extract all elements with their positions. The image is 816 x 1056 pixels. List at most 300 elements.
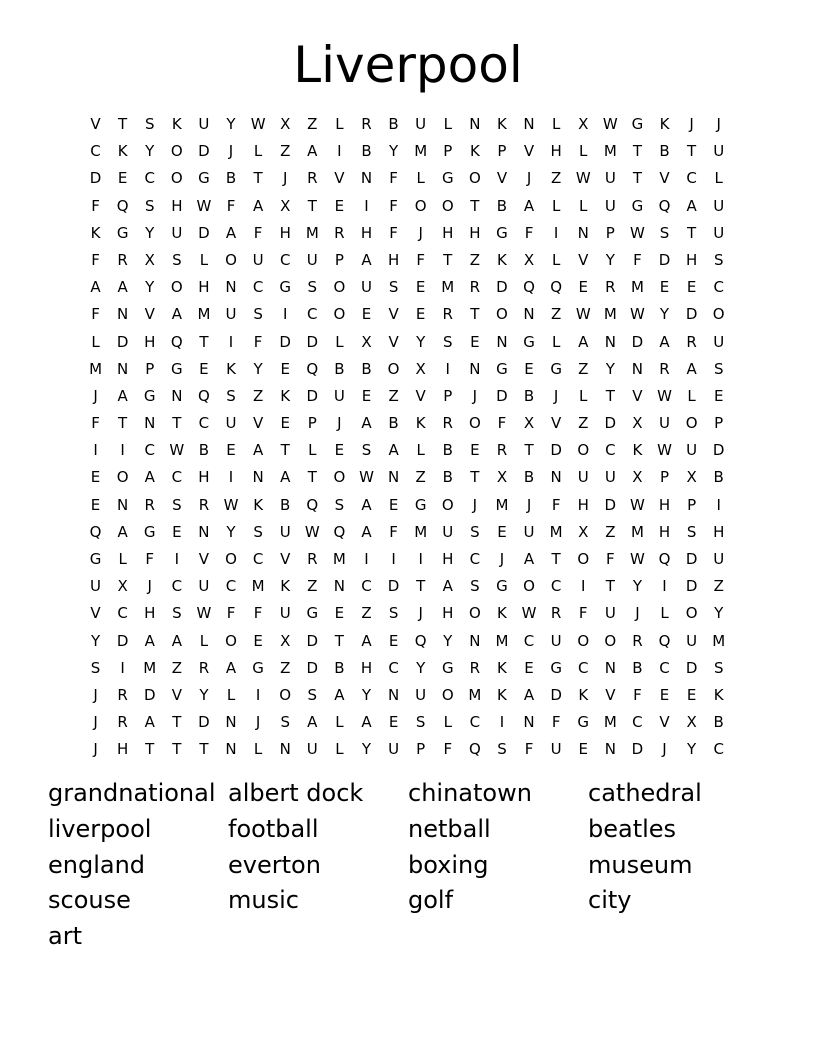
- grid-letter: U: [198, 577, 210, 596]
- grid-letter: X: [280, 631, 291, 650]
- grid-letter: E: [280, 414, 290, 433]
- grid-letter: A: [578, 332, 589, 351]
- grid-letter: R: [496, 441, 508, 460]
- grid-letter: N: [279, 740, 291, 759]
- grid-letter: K: [117, 142, 128, 161]
- grid-letter: M: [468, 685, 482, 704]
- grid-letter: N: [387, 468, 400, 487]
- grid-letter: A: [90, 278, 101, 297]
- grid-letter: X: [578, 115, 589, 133]
- word-list-item: netball: [408, 814, 491, 843]
- grid-letter: I: [364, 550, 369, 568]
- grid-letter: H: [442, 223, 454, 242]
- grid-letter: E: [578, 278, 588, 297]
- grid-letter: A: [171, 305, 182, 324]
- grid-letter: D: [116, 332, 129, 351]
- grid-letter: C: [307, 305, 318, 324]
- grid-letter: V: [171, 685, 182, 704]
- grid-letter: C: [577, 658, 589, 677]
- grid-letter: S: [226, 386, 236, 405]
- grid-letter: K: [497, 685, 507, 704]
- grid-letter: V: [551, 414, 562, 433]
- grid-row: [82, 220, 734, 247]
- grid-letter: N: [225, 713, 237, 732]
- grid-letter: I: [228, 468, 234, 487]
- grid-letter: J: [526, 495, 532, 514]
- grid-letter: U: [550, 740, 562, 759]
- grid-letter: D: [496, 278, 508, 297]
- grid-letter: C: [361, 577, 372, 596]
- grid-letter: O: [414, 196, 427, 215]
- grid-letter: M: [495, 495, 509, 514]
- grid-letter: U: [550, 631, 562, 650]
- grid-letter: O: [441, 196, 454, 215]
- grid-letter: X: [117, 577, 128, 596]
- grid-letter: G: [441, 169, 454, 188]
- grid-letter: O: [468, 169, 481, 188]
- grid-letter: T: [632, 142, 642, 161]
- grid-letter: E: [415, 305, 426, 324]
- grid-letter: I: [391, 550, 396, 568]
- grid-letter: Y: [199, 685, 209, 704]
- grid-letter: X: [280, 196, 291, 215]
- grid-letter: T: [118, 115, 128, 133]
- grid-letter: I: [445, 359, 450, 378]
- grid-letter: H: [144, 604, 156, 623]
- grid-letter: O: [225, 631, 237, 650]
- grid-letter: O: [496, 305, 508, 324]
- grid-letter: D: [658, 250, 671, 269]
- grid-letter: F: [606, 550, 615, 568]
- grid-row: [82, 736, 734, 763]
- grid-letter: H: [171, 196, 183, 215]
- grid-letter: N: [496, 332, 508, 351]
- grid-letter: S: [172, 250, 182, 269]
- grid-letter: F: [91, 305, 100, 324]
- grid-letter: W: [575, 169, 591, 188]
- grid-letter: K: [253, 495, 264, 514]
- grid-row: [82, 247, 734, 274]
- grid-letter: S: [388, 278, 399, 297]
- grid-row: [82, 519, 734, 546]
- grid-letter: J: [255, 713, 261, 732]
- grid-letter: L: [199, 631, 209, 650]
- grid-letter: C: [252, 550, 264, 568]
- grid-letter: S: [497, 740, 507, 759]
- grid-letter: S: [307, 278, 318, 297]
- grid-letter: X: [415, 359, 426, 378]
- grid-letter: Y: [416, 332, 426, 351]
- grid-letter: A: [686, 359, 697, 378]
- grid-letter: N: [469, 359, 481, 378]
- grid-letter: N: [225, 740, 237, 759]
- grid-letter: R: [198, 658, 210, 677]
- grid-letter: E: [659, 685, 670, 704]
- grid-letter: R: [117, 685, 128, 704]
- grid-letter: W: [657, 441, 672, 460]
- grid-letter: A: [334, 685, 345, 704]
- grid-letter: E: [280, 359, 290, 378]
- page-title: Liverpool: [293, 36, 523, 94]
- grid-letter: R: [686, 332, 697, 351]
- grid-letter: S: [659, 223, 670, 242]
- grid-letter: C: [144, 441, 155, 460]
- grid-letter: R: [632, 631, 643, 650]
- grid-letter: J: [418, 223, 423, 242]
- grid-letter: N: [604, 658, 616, 677]
- grid-letter: Z: [578, 414, 589, 433]
- grid-letter: E: [361, 386, 372, 405]
- grid-letter: C: [388, 658, 399, 677]
- grid-letter: T: [334, 631, 344, 650]
- grid-letter: W: [630, 223, 645, 242]
- grid-row: [82, 301, 734, 328]
- grid-letter: C: [171, 577, 183, 596]
- grid-letter: T: [470, 305, 480, 324]
- grid-letter: R: [605, 278, 616, 297]
- grid-letter: S: [334, 495, 345, 514]
- grid-letter: Y: [605, 359, 615, 378]
- grid-letter: Z: [280, 658, 291, 677]
- grid-letter: C: [713, 278, 724, 297]
- grid-letter: G: [550, 658, 562, 677]
- grid-letter: O: [712, 305, 725, 324]
- grid-letter: D: [89, 169, 102, 188]
- grid-letter: J: [526, 169, 532, 188]
- grid-letter: T: [687, 142, 697, 161]
- grid-letter: U: [713, 223, 725, 242]
- grid-letter: L: [551, 196, 561, 215]
- grid-letter: N: [333, 577, 345, 596]
- grid-letter: E: [117, 169, 128, 188]
- grid-letter: P: [497, 142, 507, 161]
- grid-row: [82, 437, 734, 464]
- grid-letter: K: [659, 115, 670, 133]
- grid-letter: C: [550, 577, 562, 596]
- grid-letter: H: [658, 495, 671, 514]
- grid-letter: S: [713, 658, 724, 677]
- grid-row: [82, 709, 734, 736]
- grid-letter: J: [93, 713, 98, 732]
- grid-letter: A: [659, 332, 670, 351]
- grid-letter: O: [523, 577, 535, 596]
- grid-letter: B: [361, 142, 372, 161]
- grid-letter: I: [228, 332, 234, 351]
- letter-grid: [82, 111, 734, 764]
- grid-letter: D: [712, 441, 725, 460]
- grid-letter: H: [387, 250, 400, 269]
- grid-letter: B: [713, 468, 724, 487]
- grid-letter: T: [307, 196, 317, 215]
- grid-letter: N: [469, 115, 481, 133]
- grid-letter: N: [469, 631, 481, 650]
- grid-letter: E: [226, 441, 236, 460]
- grid-letter: B: [496, 196, 508, 215]
- grid-letter: A: [144, 631, 155, 650]
- grid-letter: D: [306, 658, 319, 677]
- grid-letter: F: [497, 414, 507, 433]
- grid-letter: Q: [523, 278, 535, 297]
- grid-letter: Q: [414, 631, 427, 650]
- grid-letter: J: [418, 604, 423, 623]
- grid-letter: A: [361, 631, 372, 650]
- grid-letter: D: [631, 740, 644, 759]
- grid-row: [82, 111, 734, 138]
- grid-letter: F: [416, 250, 425, 269]
- grid-letter: T: [605, 577, 615, 596]
- grid-letter: M: [89, 359, 103, 378]
- word-list-item: everton: [228, 850, 321, 879]
- grid-letter: O: [577, 441, 590, 460]
- grid-letter: U: [713, 142, 725, 161]
- grid-letter: O: [279, 685, 292, 704]
- grid-letter: R: [198, 495, 210, 514]
- grid-letter: H: [658, 522, 671, 541]
- grid-letter: X: [523, 414, 535, 433]
- grid-letter: F: [226, 196, 236, 215]
- grid-letter: U: [713, 550, 725, 568]
- grid-letter: I: [120, 658, 125, 677]
- grid-letter: B: [523, 468, 535, 487]
- grid-letter: H: [117, 740, 129, 759]
- grid-letter: R: [469, 278, 481, 297]
- grid-letter: U: [523, 522, 535, 541]
- grid-letter: V: [90, 604, 101, 623]
- grid-letter: J: [93, 386, 98, 405]
- grid-letter: B: [388, 414, 399, 433]
- grid-letter: X: [632, 468, 643, 487]
- grid-letter: L: [253, 142, 263, 161]
- grid-letter: H: [685, 250, 698, 269]
- grid-letter: D: [198, 223, 210, 242]
- grid-letter: I: [174, 550, 180, 568]
- grid-letter: D: [550, 685, 562, 704]
- grid-letter: W: [630, 495, 645, 514]
- grid-letter: Y: [605, 250, 615, 269]
- grid-letter: G: [116, 223, 129, 242]
- grid-letter: L: [91, 332, 100, 351]
- grid-letter: F: [578, 604, 588, 623]
- grid-row: [82, 165, 734, 192]
- grid-letter: X: [523, 250, 535, 269]
- grid-letter: M: [414, 522, 428, 541]
- grid-letter: U: [306, 740, 318, 759]
- grid-letter: M: [305, 223, 319, 242]
- grid-letter: Z: [361, 604, 372, 623]
- grid-letter: Y: [361, 685, 372, 704]
- grid-letter: K: [632, 441, 643, 460]
- grid-letter: Z: [578, 359, 589, 378]
- grid-letter: G: [171, 359, 183, 378]
- grid-letter: U: [171, 223, 183, 242]
- grid-letter: P: [307, 414, 317, 433]
- grid-letter: J: [499, 550, 505, 568]
- grid-letter: R: [117, 250, 128, 269]
- grid-letter: G: [523, 332, 535, 351]
- grid-letter: M: [441, 278, 455, 297]
- grid-letter: E: [388, 713, 399, 732]
- grid-letter: O: [170, 169, 183, 188]
- grid-letter: O: [577, 631, 590, 650]
- grid-letter: V: [632, 386, 643, 405]
- grid-letter: B: [225, 169, 237, 188]
- grid-letter: Q: [89, 522, 102, 541]
- grid-letter: Q: [116, 196, 129, 215]
- grid-letter: L: [118, 550, 127, 568]
- grid-letter: O: [468, 604, 481, 623]
- grid-letter: O: [170, 142, 183, 161]
- grid-letter: Z: [605, 522, 616, 541]
- grid-letter: D: [198, 142, 210, 161]
- grid-letter: C: [252, 278, 264, 297]
- grid-letter: T: [632, 169, 642, 188]
- grid-letter: Q: [306, 359, 319, 378]
- grid-letter: A: [361, 713, 372, 732]
- grid-letter: T: [416, 577, 426, 596]
- grid-letter: D: [198, 713, 210, 732]
- grid-letter: T: [280, 441, 290, 460]
- grid-letter: N: [523, 305, 535, 324]
- grid-letter: A: [307, 713, 318, 732]
- grid-letter: M: [251, 577, 265, 596]
- grid-letter: W: [196, 196, 212, 215]
- grid-letter: Y: [659, 305, 670, 324]
- grid-letter: R: [117, 713, 128, 732]
- grid-letter: S: [307, 685, 318, 704]
- grid-letter: C: [632, 713, 643, 732]
- grid-letter: K: [497, 658, 507, 677]
- word-list-item: city: [588, 886, 632, 915]
- word-list-item: cathedral: [588, 779, 702, 807]
- grid-letter: V: [280, 550, 291, 568]
- grid-letter: Q: [550, 278, 563, 297]
- grid-letter: L: [443, 713, 452, 732]
- grid-letter: W: [250, 115, 266, 133]
- grid-letter: C: [713, 740, 724, 759]
- grid-letter: H: [144, 332, 156, 351]
- grid-letter: D: [685, 305, 698, 324]
- grid-letter: C: [198, 414, 210, 433]
- grid-letter: F: [524, 740, 534, 759]
- grid-letter: E: [686, 278, 697, 297]
- grid-letter: F: [91, 196, 100, 215]
- grid-letter: Y: [361, 740, 372, 759]
- grid-letter: S: [90, 658, 101, 677]
- grid-letter: U: [604, 468, 616, 487]
- grid-letter: D: [387, 577, 400, 596]
- grid-letter: N: [360, 169, 373, 188]
- grid-letter: H: [442, 550, 454, 568]
- grid-letter: U: [252, 250, 264, 269]
- grid-letter: A: [144, 468, 155, 487]
- grid-letter: A: [361, 522, 372, 541]
- grid-letter: M: [549, 522, 563, 541]
- grid-letter: S: [443, 332, 453, 351]
- grid-letter: E: [659, 278, 670, 297]
- grid-letter: O: [333, 305, 346, 324]
- grid-letter: B: [659, 142, 670, 161]
- grid-letter: M: [143, 658, 157, 677]
- word-list-item: art: [48, 922, 82, 951]
- grid-letter: W: [304, 522, 320, 541]
- grid-letter: V: [605, 685, 616, 704]
- grid-letter: U: [415, 115, 427, 133]
- grid-letter: P: [334, 250, 344, 269]
- word-list: [48, 776, 768, 955]
- grid-letter: O: [577, 550, 590, 568]
- grid-letter: J: [472, 386, 478, 405]
- grid-letter: Z: [307, 115, 318, 133]
- grid-letter: N: [387, 685, 400, 704]
- grid-letter: B: [713, 713, 724, 732]
- grid-letter: W: [657, 386, 672, 405]
- grid-letter: Q: [658, 196, 671, 215]
- grid-letter: G: [306, 604, 319, 623]
- grid-letter: H: [577, 495, 589, 514]
- grid-letter: O: [441, 685, 454, 704]
- grid-letter: U: [577, 468, 589, 487]
- grid-letter: Y: [145, 142, 155, 161]
- grid-letter: S: [144, 196, 155, 215]
- grid-letter: Z: [280, 142, 291, 161]
- grid-letter: Q: [333, 522, 346, 541]
- grid-letter: E: [524, 359, 534, 378]
- grid-letter: U: [333, 386, 345, 405]
- grid-letter: D: [604, 495, 617, 514]
- grid-letter: K: [497, 250, 507, 269]
- word-list-item: golf: [408, 886, 454, 915]
- word-list-item: grandnational: [48, 779, 216, 807]
- grid-letter: K: [497, 115, 507, 133]
- grid-letter: U: [388, 740, 400, 759]
- grid-letter: V: [334, 169, 345, 188]
- grid-letter: J: [662, 740, 667, 759]
- grid-letter: L: [253, 740, 263, 759]
- grid-letter: A: [523, 685, 535, 704]
- grid-letter: M: [414, 142, 428, 161]
- grid-letter: J: [93, 740, 98, 759]
- grid-letter: E: [334, 441, 345, 460]
- grid-letter: M: [603, 305, 617, 324]
- grid-letter: X: [144, 250, 155, 269]
- grid-letter: E: [388, 631, 399, 650]
- grid-letter: F: [253, 223, 263, 242]
- grid-row: [82, 655, 734, 682]
- grid-letter: Y: [253, 359, 263, 378]
- grid-letter: O: [225, 550, 237, 568]
- grid-letter: H: [198, 278, 210, 297]
- grid-letter: C: [117, 604, 128, 623]
- grid-letter: S: [686, 522, 697, 541]
- grid-letter: T: [118, 414, 128, 433]
- grid-letter: I: [716, 495, 721, 514]
- grid-letter: K: [415, 414, 426, 433]
- grid-letter: C: [171, 468, 183, 487]
- grid-letter: L: [551, 250, 561, 269]
- grid-letter: G: [496, 223, 508, 242]
- grid-letter: K: [713, 685, 724, 704]
- grid-letter: X: [361, 332, 372, 351]
- grid-letter: U: [360, 278, 372, 297]
- grid-letter: O: [685, 414, 698, 433]
- grid-letter: Q: [170, 332, 183, 351]
- grid-letter: D: [306, 332, 319, 351]
- grid-letter: A: [225, 223, 237, 242]
- grid-row: [82, 274, 734, 301]
- grid-letter: N: [117, 495, 129, 514]
- grid-letter: L: [579, 196, 588, 215]
- grid-letter: J: [689, 115, 694, 133]
